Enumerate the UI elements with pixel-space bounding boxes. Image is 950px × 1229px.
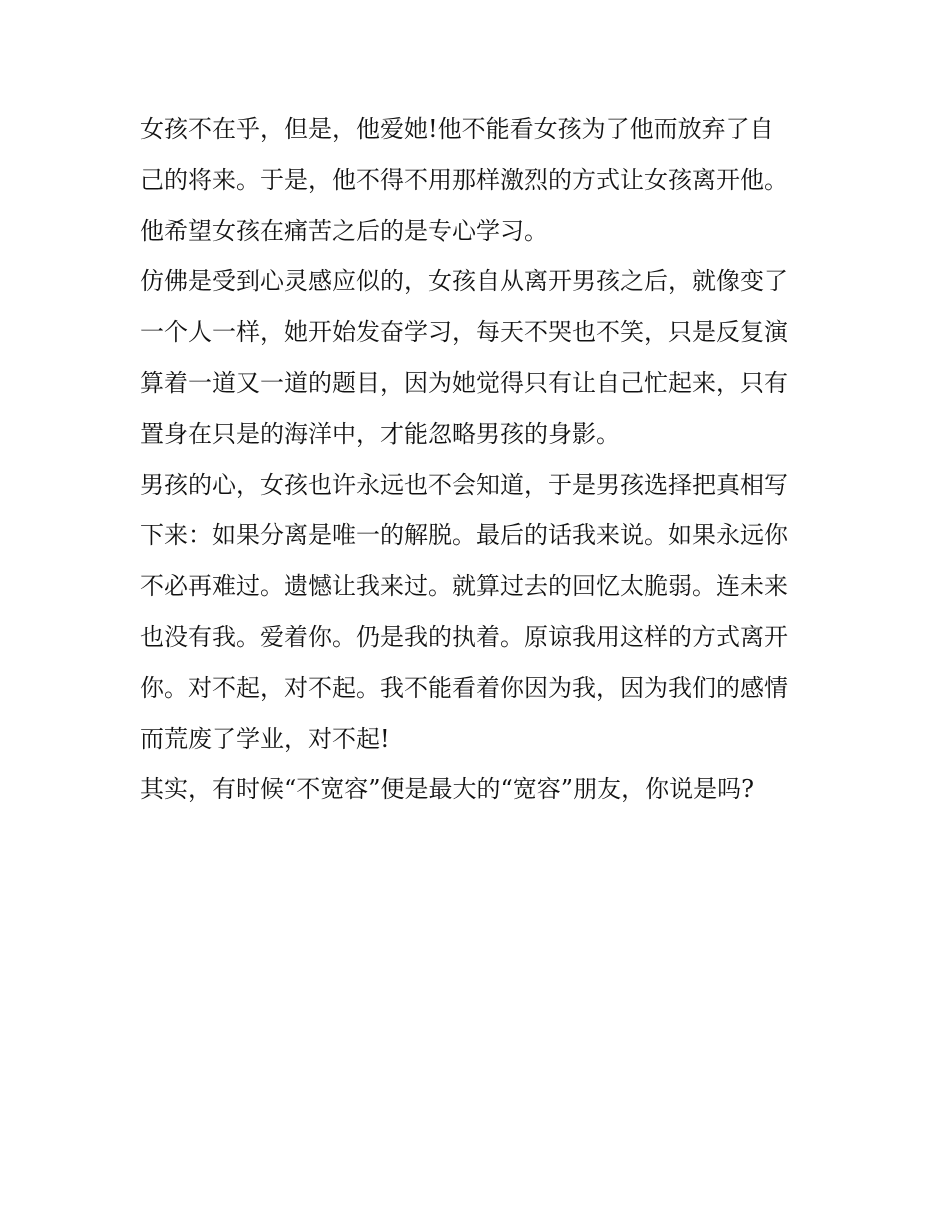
document-body [140, 104, 812, 815]
text-line: 而荒废了学业，对不起! [140, 724, 390, 753]
text-line: 他希望女孩在痛苦之后的是专心学习。 [140, 216, 548, 245]
text-line: 仿佛是受到心灵感应似的，女孩自从离开男孩之后，就像变了 [140, 267, 788, 296]
text-line: 己的将来。于是，他不得不用那样激烈的方式让女孩离开他。 [140, 165, 788, 194]
text-line: 不必再难过。遗憾让我来过。就算过去的回忆太脆弱。连未来 [140, 572, 788, 601]
text-line: 算着一道又一道的题目，因为她觉得只有让自己忙起来，只有 [140, 368, 788, 397]
text-line: 男孩的心，女孩也许永远也不会知道，于是男孩选择把真相写 [140, 470, 788, 499]
text-line: 其实，有时候“不宽容”便是最大的“宽容”朋友，你说是吗? [140, 775, 754, 804]
text-line: 下来：如果分离是唯一的解脱。最后的话我来说。如果永远你 [140, 521, 788, 550]
text-line: 一个人一样，她开始发奋学习，每天不哭也不笑，只是反复演 [140, 318, 788, 347]
text-line: 女孩不在乎，但是，他爱她!他不能看女孩为了他而放弃了自 [140, 115, 774, 143]
text-line: 置身在只是的海洋中，才能忽略男孩的身影。 [140, 419, 620, 448]
text-line: 你。对不起，对不起。我不能看着你因为我，因为我们的感情 [140, 673, 788, 702]
text-line: 也没有我。爱着你。仍是我的执着。原谅我用这样的方式离开 [140, 622, 788, 651]
